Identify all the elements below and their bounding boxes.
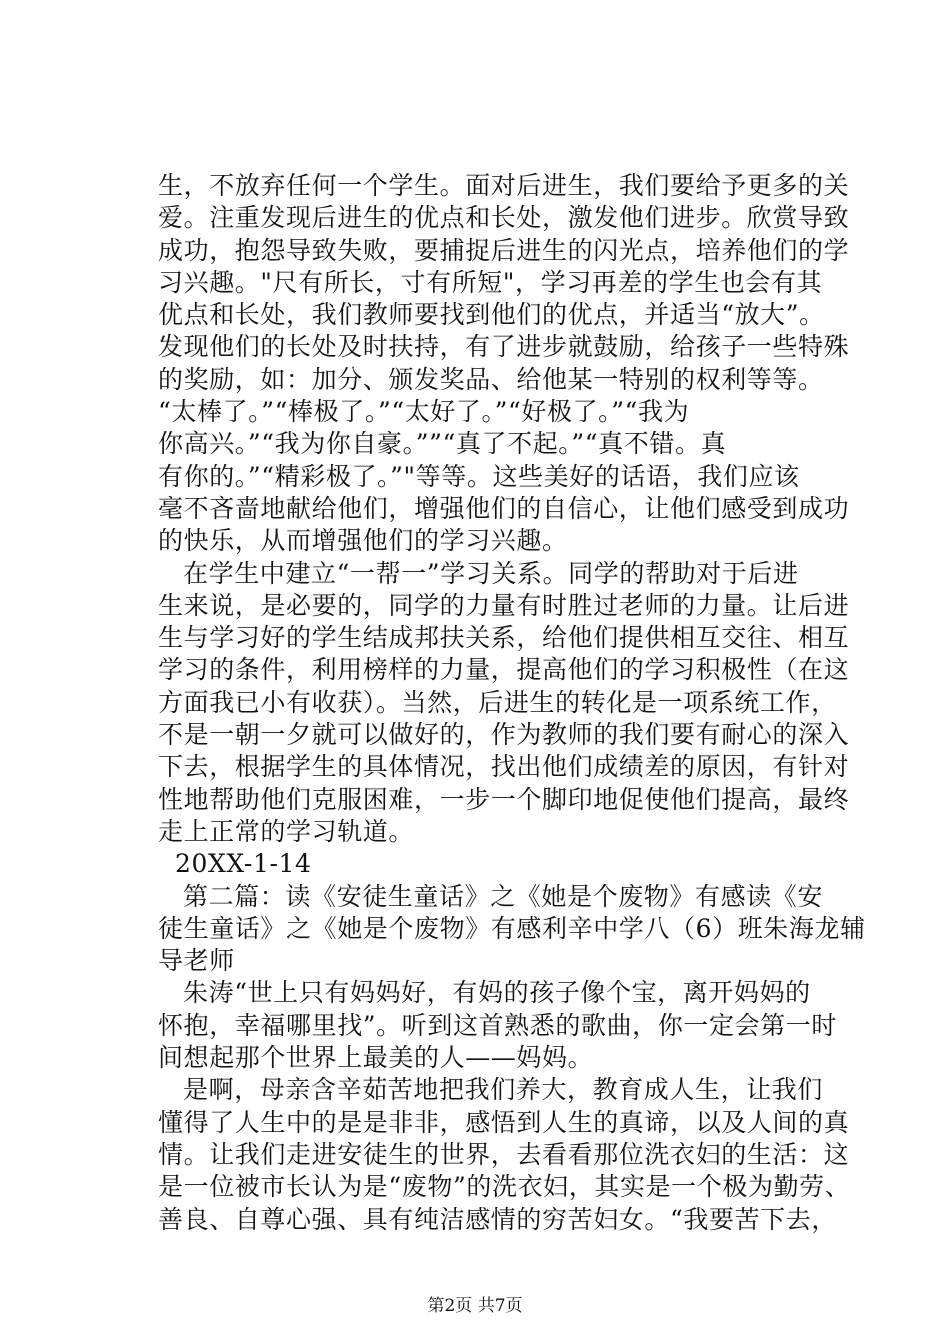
text-line: 爱。注重发现后进生的优点和长处，激发他们进步。欣赏导致 — [158, 203, 850, 233]
text-line: 间想起那个世界上最美的人——妈妈。 — [158, 1043, 594, 1073]
text-line: 发现他们的长处及时扶持，有了进步就鼓励，给孩子一些特殊 — [158, 332, 850, 362]
text-line: 优点和长处，我们教师要找到他们的优点，并适当“放大”。 — [158, 300, 825, 330]
text-line: 毫不吝啬地献给他们，增强他们的自信心，让他们感受到成功 — [158, 493, 850, 523]
body-text — [158, 170, 866, 1236]
text-line: 怀抱，幸福哪里找”。听到这首熟悉的歌曲，你一定会第一时 — [158, 1010, 837, 1040]
section-heading-line: 徒生童话》之《她是个废物》有感利辛中学八（6）班朱海龙辅 — [158, 913, 866, 943]
section-heading-line: 第二篇：读《安徒生童话》之《她是个废物》有感读《安 — [183, 881, 824, 911]
text-line: 生，不放弃任何一个学生。面对后进生，我们要给予更多的关 — [158, 171, 850, 200]
text-line: 有你的。”“精彩极了。”"等等。这些美好的话语，我们应该 — [158, 461, 800, 491]
text-line: 善良、自尊心强、具有纯洁感情的穷苦妇女。“我要苦下去， — [158, 1204, 837, 1234]
text-line: 学习的条件，利用榜样的力量，提高他们的学习积极性（在这 — [158, 655, 850, 685]
text-line: 在学生中建立“一帮一”学习关系。同学的帮助对于后进 — [183, 558, 799, 588]
text-line: 习兴趣。"尺有所长，寸有所短"，学习再差的学生也会有其 — [158, 267, 823, 297]
text-line: 成功，抱怨导致失败，要捕捉后进生的闪光点，培养他们的学 — [158, 235, 850, 265]
text-line: 的奖励，如：加分、颁发奖品、给他某一特别的权利等等。 — [158, 364, 824, 394]
text-line: 是啊，母亲含辛茹苦地把我们养大，教育成人生，让我们 — [183, 1075, 824, 1105]
text-line: 走上正常的学习轨道。 — [158, 816, 415, 846]
text-line: 懂得了人生中的是是非非，感悟到人生的真谛，以及人间的真 — [158, 1107, 850, 1137]
section-heading-line: 导老师 — [158, 946, 235, 976]
text-line: 你高兴。”“我为你自豪。””“真了不起。”“真不错。真 — [158, 429, 727, 459]
text-line: 的快乐，从而增强他们的学习兴趣。 — [158, 526, 568, 556]
text-line: 朱涛“世上只有妈妈好，有妈的孩子像个宝，离开妈妈的 — [183, 978, 811, 1008]
text-line: 下去，根据学生的具体情况，找出他们成绩差的原因，有针对 — [158, 752, 850, 782]
text-line: 是一位被市长认为是“废物”的洗衣妇，其实是一个极为勤劳、 — [158, 1172, 851, 1202]
text-line: 生与学习好的学生结成邦扶关系，给他们提供相互交往、相互 — [158, 623, 850, 653]
text-line: “太棒了。”“棒极了。”“太好了。”“好极了。”“我为 — [158, 397, 690, 427]
text-line: 性地帮助他们克服困难，一步一个脚印地促使他们提高，最终 — [158, 784, 850, 814]
text-line: 不是一朝一夕就可以做好的，作为教师的我们要有耐心的深入 — [158, 720, 850, 750]
text-line: 情。让我们走进安徒生的世界，去看看那位洗衣妇的生活：这 — [158, 1139, 850, 1169]
text-line: 方面我已小有收获）。当然，后进生的转化是一项系统工作， — [158, 687, 837, 717]
date-line: 20XX-1-14 — [175, 849, 312, 879]
text-line: 生来说，是必要的，同学的力量有时胜过老师的力量。让后进 — [158, 590, 850, 620]
page-footer: 第2页 共7页 — [427, 1296, 523, 1316]
